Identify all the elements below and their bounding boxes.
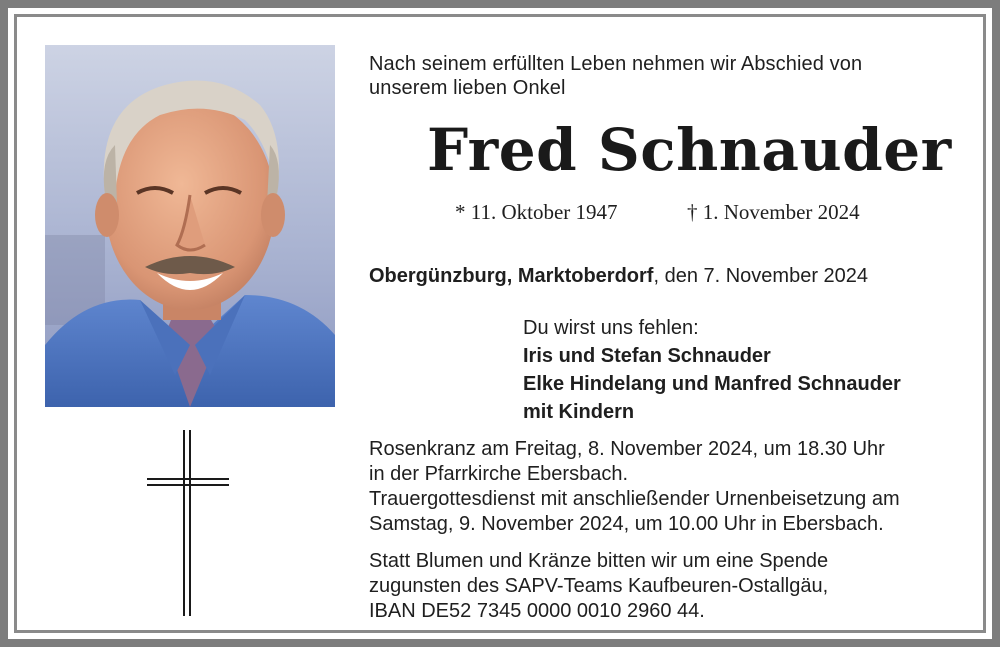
intro-text: [369, 52, 862, 100]
mourner-name: mit Kindern: [523, 401, 635, 423]
intro-line: Nach seinem erfüllten Leben nehmen wir Abschied von: [369, 53, 863, 75]
mourner-name: Elke Hindelang und Manfred Schnauder: [523, 373, 901, 395]
donation-line: Statt Blumen und Kränze bitten wir um eine Spende: [369, 550, 829, 572]
death-cross-icon: †: [687, 200, 698, 224]
service-line: in der Pfarrkirche Ebersbach.: [369, 463, 629, 485]
birth-date: [455, 199, 618, 225]
service-line: Samstag, 9. November 2024, um 10.00 Uhr in Ebersbach.: [369, 513, 884, 535]
birth-date-text: 11. Oktober 1947: [470, 200, 618, 224]
donation-info: [369, 549, 828, 624]
intro-line: unserem lieben Onkel: [369, 77, 566, 99]
mourner-name: Iris und Stefan Schnauder: [523, 345, 771, 367]
service-info: [369, 437, 900, 537]
place-date: , den 7. November 2024: [653, 265, 869, 287]
deceased-name: Fred Schnauder: [427, 116, 952, 184]
place-towns: Obergünzburg, Marktoberdorf: [369, 265, 654, 287]
place-date-line: [369, 264, 868, 288]
death-date: [687, 199, 860, 225]
birth-symbol-icon: *: [455, 200, 466, 224]
death-date-text: 1. November 2024: [702, 200, 860, 224]
mourners-intro: Du wirst uns fehlen:: [523, 317, 699, 339]
portrait-illustration: [45, 45, 335, 407]
cross-icon: [147, 430, 229, 616]
inner-border: [14, 14, 986, 633]
obituary-card: [8, 8, 992, 639]
portrait-photo: [45, 45, 335, 407]
donation-line: IBAN DE52 7345 0000 0010 2960 44.: [369, 600, 705, 622]
service-line: Trauergottesdienst mit anschließender Urnenbeisetzung am: [369, 488, 900, 510]
mourners-block: [523, 314, 901, 426]
service-line: Rosenkranz am Freitag, 8. November 2024, um 18.30 Uhr: [369, 438, 885, 460]
donation-line: zugunsten des SAPV-Teams Kaufbeuren-Ostallgäu,: [369, 575, 829, 597]
